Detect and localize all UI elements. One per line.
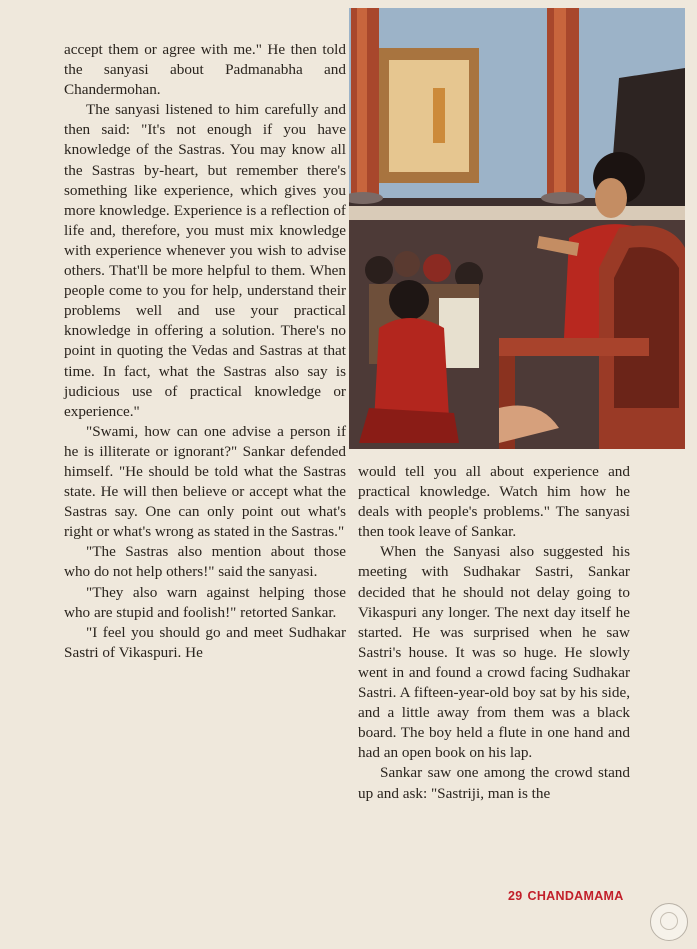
illustration-drawing: [349, 8, 685, 449]
story-illustration: [349, 8, 685, 449]
paragraph: Sankar saw one among the crowd stand up and ask: "Sastriji, man is the: [358, 764, 630, 802]
page-footer: [508, 889, 624, 903]
paragraph: "Swami, how can one advise a person if he is illiterate or ignorant?" Sankar defended himself. "He should be told what the Sastras state. He will then believe or accept what the Sastras say. One can only point out what's right or what's wrong as stated in the Sastras.": [64, 422, 346, 541]
paragraph: The sanyasi listened to him carefully and then said: "It's not enough if you have knowledge of the Sastras. You may know all the Sastras by-heart, but remember there's something like experience, which gives you more knowledge. Experience is a reflection of life and, therefore, you must mix knowledge with experience whenever you wish to advise others. That'll be more helpful to them. When people come to you for help, understand their problems well and use your practical knowledge in offering a solution. There's no point in quoting the Vedas and Sastras at that time. In fact, what the Sastras also say is judicious use of practical knowledge or experience.": [64, 101, 346, 420]
paragraph: "They also warn against helping those who are stupid and foolish!" retorted Sankar.: [64, 583, 346, 621]
paragraph: would tell you all about experience and practical knowledge. Watch him how he deals with people's problems." The sanyasi then took leave of Sankar.: [358, 463, 630, 541]
page-number: 29: [508, 889, 523, 903]
library-stamp-icon: [650, 903, 688, 941]
paragraph: "The Sastras also mention about those who do not help others!" said the sanyasi.: [64, 543, 346, 581]
paragraph: "I feel you should go and meet Sudhakar Sastri of Vikaspuri. He: [64, 623, 346, 661]
left-text-column: [64, 40, 346, 663]
right-text-column: [358, 462, 630, 804]
paragraph: accept them or agree with me." He then told the sanyasi about Padmanabha and Chandermohan.: [64, 41, 346, 99]
magazine-name: CHANDAMAMA: [527, 889, 624, 903]
paragraph: When the Sanyasi also suggested his meeting with Sudhakar Sastri, Sankar decided that he should not delay going to Vikaspuri any longer. The next day itself he started. He was surprised when he saw Sastri's house. It was so huge. He slowly went in and found a crowd facing Sudhakar Sastri. A fifteen-year-old boy sat by his side, and a little away from them was a black board. The boy held a flute in one hand and had an open book on his lap.: [358, 543, 630, 762]
